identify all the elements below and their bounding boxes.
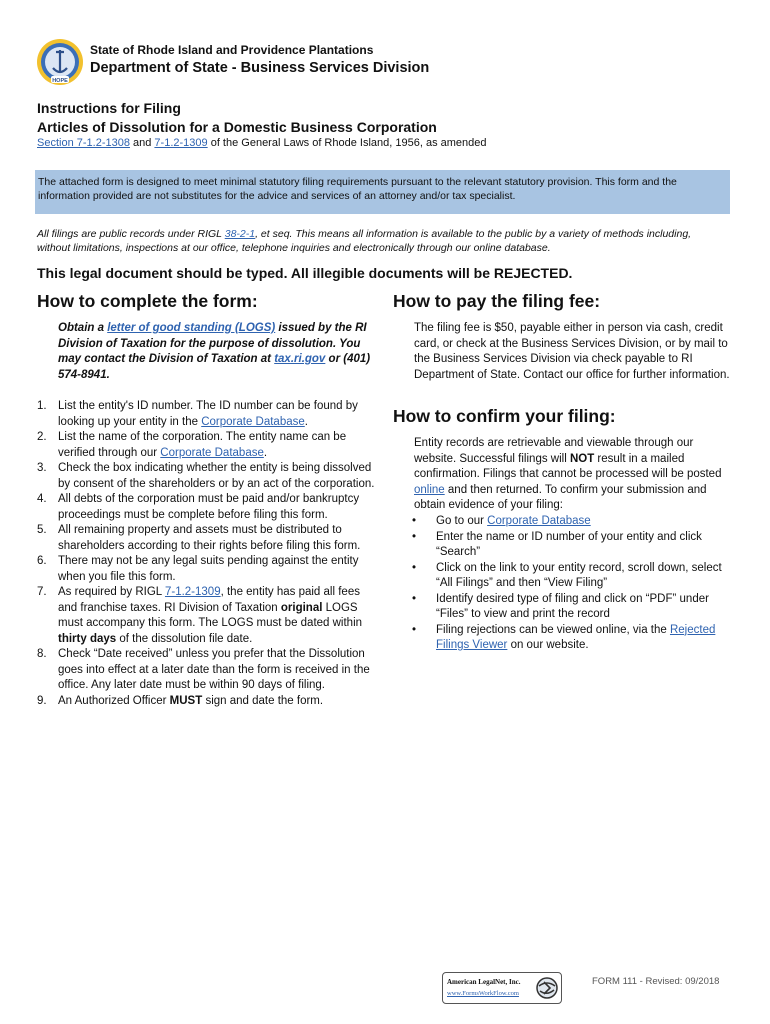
confirm-paragraph: Entity records are retrievable and viewable through our website. Successful filings will NOT result in a mailed confirmation. Filings that cannot be processed will be posted online and then returned. To confirm your submission and obtain evidence of your filing: [414, 437, 722, 511]
corporate-database-link[interactable]: Corporate Database [487, 515, 591, 527]
tax-ri-gov-link[interactable]: tax.ri.gov [274, 353, 326, 365]
disclaimer-notice: The attached form is designed to meet minimal statutory filing requirements pursuant to the relevant statutory provision. This form and the information provided are not substitutes for the advice and services of an attorney and/or tax specialist. [35, 170, 730, 214]
pay-fee-heading: How to pay the filing fee: [393, 291, 601, 311]
online-link[interactable]: online [414, 483, 445, 496]
list-item: 8. Check “Date received” unless you prefer that the Dissolution goes into effect at a later date than the form is received in the office. Any later date must be within 90 days of filing. [37, 648, 370, 691]
list-item: • Enter the name or ID number of your entity and click “Search” [412, 530, 702, 558]
department-name: Department of State - Business Services Division [90, 60, 430, 76]
list-item: 2. List the name of the corporation. The entity name can be verified through our Corporate Database. [37, 431, 347, 459]
svg-text:HOPE: HOPE [52, 78, 68, 84]
document-title-line1: Instructions for Filing [37, 100, 181, 116]
list-item: 5. All remaining property and assets must be distributed to shareholders according to their rights before filing this form. [37, 524, 361, 552]
form-number: FORM 111 - Revised: 09/2018 [592, 976, 720, 987]
obtain-logs-paragraph: Obtain a letter of good standing (LOGS) issued by the RI Division of Taxation for the purpose of dissolution. You may contact the Division of Taxation at tax.ri.gov or (401) 574-8941. [58, 322, 371, 381]
globe-icon [535, 976, 559, 1000]
list-item: 3. Check the box indicating whether the entity is being dissolved by consent of the shareholders or by an act of the corporation. [37, 462, 375, 490]
law-reference: Section 7-1.2-1308 and 7-1.2-1309 of the General Laws of Rhode Island, 1956, as amended [37, 137, 487, 149]
instruction-steps [37, 399, 382, 709]
public-records-notice: All filings are public records under RIGL 38-2-1, et seq. This means all information is available to the public by a variety of methods including, without limitations, inspections at our office, telephone inquiries and electronically through our online database. [37, 228, 692, 254]
filing-fee-paragraph: The filing fee is $50, payable either in person via cash, credit card, or check at the Business Services Division, or by mail to the Business Services Division via check payable to RI Department of State. Contact our office for further information. [414, 322, 730, 381]
section-1309-link[interactable]: 7-1.2-1309 [154, 137, 208, 149]
american-legalnet-logo[interactable] [442, 972, 562, 1004]
list-item: 1. List the entity's ID number. The ID number can be found by looking up your entity in the Corporate Database. [37, 400, 358, 428]
state-seal-logo [36, 38, 84, 86]
logo-url-link[interactable]: www.FormsWorkFlow.com [447, 990, 519, 997]
list-item: 4. All debts of the corporation must be paid and/or bankruptcy proceedings must be complete before filing this form. [37, 493, 360, 521]
logo-company-name: American LegalNet, Inc. [447, 978, 521, 986]
list-item: 7. As required by RIGL 7-1.2-1309, the entity has paid all fees and franchise taxes. RI Division of Taxation original LOGS must accompany this form. The LOGS must be dated within thirty days of the dissolution file date. [37, 586, 363, 645]
section-1308-link[interactable]: Section 7-1.2-1308 [37, 137, 130, 149]
rigl-38-2-1-link[interactable]: 38-2-1 [224, 228, 256, 240]
legal-warning: This legal document should be typed. All illegible documents will be REJECTED. [37, 265, 573, 281]
logs-link[interactable]: letter of good standing (LOGS) [107, 322, 276, 334]
list-item: • Go to our Corporate Database [412, 515, 591, 527]
corporate-database-link[interactable]: Corporate Database [160, 446, 264, 459]
state-name: State of Rhode Island and Providence Plantations [90, 43, 374, 57]
rigl-1309-link[interactable]: 7-1.2-1309 [164, 586, 221, 598]
list-item: • Filing rejections can be viewed online, via the Rejected Filings Viewer on our website. [412, 623, 716, 651]
list-item: 6. There may not be any legal suits pending against the entity when you file this form. [37, 555, 359, 583]
confirm-steps [412, 514, 734, 654]
list-item: • Identify desired type of filing and click on “PDF” under “Files” to view and print the record [412, 592, 709, 620]
complete-form-heading: How to complete the form: [37, 291, 258, 311]
document-title-line2: Articles of Dissolution for a Domestic Business Corporation [37, 119, 437, 135]
list-item: • Click on the link to your entity record, scroll down, select “All Filings” and then “View Filing” [412, 561, 722, 589]
rejected-filings-viewer-link[interactable]: Rejected Filings Viewer [436, 623, 716, 651]
list-item: 9. An Authorized Officer MUST sign and date the form. [37, 694, 324, 707]
confirm-filing-heading: How to confirm your filing: [393, 406, 616, 426]
corporate-database-link[interactable]: Corporate Database [201, 415, 305, 428]
